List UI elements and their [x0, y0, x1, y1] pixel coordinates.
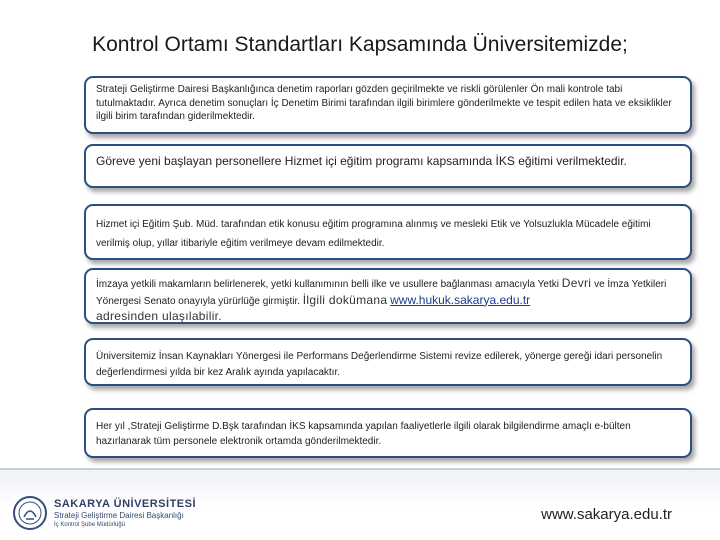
list-item [84, 338, 692, 386]
item-text: Strateji Geliştirme Dairesi Başkanlığınca denetim raporları gözden geçirilmekte ve riskli görülenler Ön mali kontrole tabi tutulmaktadır. Ayrıca denetim sonuçları İç Denetim Birimi tarafından ilgili birimlere gönderilmekte ve tespit edilen hata ve eksiklikler ilgili birim tarafından giderilmektedir. [96, 84, 672, 122]
website-link[interactable]: www.sakarya.edu.tr [541, 506, 672, 523]
unit-name: İç Kontrol Şube Müdürlüğü [54, 522, 126, 528]
hukuk-link[interactable]: www.hukuk.sakarya.edu.tr [390, 292, 531, 307]
page-title: Kontrol Ortamı Standartları Kapsamında Üniversitemizde; [92, 33, 628, 56]
item-text: Hizmet içi Eğitim Şub. Müd. tarafından etik konusu eğitim programına alınmış ve mesleki Etik ve Yolsuzlukla Mücadele eğitimi verilmiş olup, yıllar itibariyle eğitim verilmeye devam edilmektedir. [96, 219, 651, 249]
item-text: Üniversitemiz İnsan Kaynakları Yönergesi ile Performans Değerlendirme Sistemi revize edilerek, yönerge gereği idari personelin değerlendirmesi yılda bir kez Aralık ayında yapılacaktır. [96, 351, 663, 378]
item-text-large: İlgili dokümana [302, 292, 388, 307]
university-logo-icon [12, 495, 48, 531]
footer-divider [0, 468, 720, 470]
item-text: Göreve yeni başlayan personellere Hizmet içi eğitim programı kapsamında İKS eğitimi verilmektedir. [96, 154, 627, 168]
item-text: İmzaya yetkili makamların belirlenerek, yetki kullanımının belli ilke ve usullere bağlanması amacıyla Yetki [96, 279, 559, 290]
item-text-large: adresinden ulaşılabilir. [96, 309, 222, 323]
item-text-emphasis: Devri [561, 276, 592, 290]
item-text: Her yıl ,Strateji Geliştirme D.Bşk tarafından İKS kapsamında yapılan faaliyetlerle ilgili olarak bilgilendirme amaçlı e-bülten hazırlanarak tüm personele elektronik ortamda gönderilmektedir. [96, 421, 631, 447]
list-item [84, 144, 692, 188]
university-name: SAKARYA ÜNİVERSİTESİ [54, 498, 197, 510]
list-item [84, 408, 692, 458]
list-item [84, 76, 692, 134]
department-name: Strateji Geliştirme Dairesi Başkanlığı [54, 511, 184, 520]
list-item [84, 268, 692, 324]
item-text: ve İmza Yetkileri Yönergesi Senato onayıyla yürürlüğe girmiştir. [96, 279, 667, 307]
list-item [84, 204, 692, 260]
